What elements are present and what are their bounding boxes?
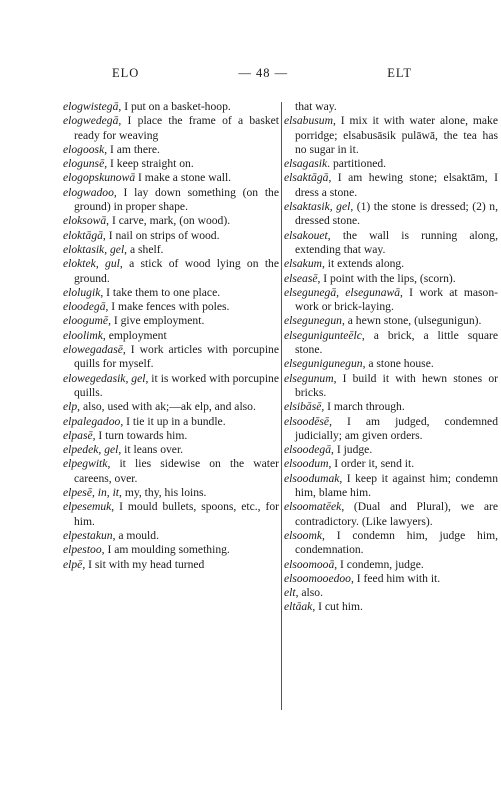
entry-headword: elogwedegā	[63, 114, 119, 128]
entry-definition: , (Dual and Plural), we are contradictory. (Like lawyers).	[295, 500, 498, 528]
entry-headword: eloolimk	[63, 328, 103, 342]
entry-headword: elsegunum	[284, 371, 334, 385]
entry-headword: elogwistegā	[63, 100, 119, 113]
entry-definition: , also.	[295, 586, 323, 600]
dictionary-entry	[284, 415, 498, 444]
entry-definition: , the wall is running along, extending that way.	[295, 228, 498, 256]
entry-definition: , also, used with ak;—ak elp, and also.	[77, 400, 256, 414]
dictionary-entry	[284, 357, 498, 371]
entry-headword: elsaktasik, gel	[284, 200, 351, 214]
entry-definition: , a hewn stone, (ulsegunigun).	[341, 314, 482, 328]
dictionary-entry	[63, 300, 279, 314]
entry-definition: , I lay down something (on the ground) in proper shape.	[74, 185, 279, 214]
entry-headword: eloodegā	[63, 300, 106, 314]
dictionary-entry	[63, 500, 279, 529]
dictionary-entry	[284, 472, 498, 501]
dictionary-entry	[284, 329, 498, 358]
entry-definition: , I sit with my head turned	[82, 557, 205, 571]
entry-headword: elsoodegā	[284, 443, 332, 457]
entry-definition: , a stone house.	[362, 357, 434, 371]
left-column	[63, 100, 279, 572]
entry-definition: , I point with the lips, (scorn).	[317, 271, 456, 285]
entry-headword: elowegedasik, gel	[63, 371, 146, 385]
dictionary-entry	[63, 157, 279, 171]
header-left-guide-word: ELO	[112, 66, 140, 80]
entry-headword: elsaktāgā	[284, 171, 329, 185]
entry-definition: , I carve, mark, (on wood).	[106, 214, 231, 228]
entry-headword: elpalegadoo	[63, 414, 121, 428]
entry-headword: elpestoo	[63, 543, 102, 557]
entry-headword: elolugik	[63, 285, 101, 299]
dictionary-entry	[63, 429, 279, 443]
entry-definition: , my, thy, his loins.	[119, 486, 207, 500]
page-number: — 48 —	[238, 66, 289, 80]
dictionary-entry	[63, 329, 279, 343]
dictionary-entry	[63, 229, 279, 243]
entry-headword: elsegunigunegun	[284, 357, 363, 371]
entry-definition: , I work articles with porcupine quills for myself.	[74, 343, 279, 371]
entry-headword: elsoodēsē	[284, 414, 330, 428]
column-divider	[281, 102, 282, 710]
entry-definition: , I build it with hewn stones or bricks.	[295, 371, 498, 399]
entry-definition: , I place the frame of a basket ready for weaving	[74, 114, 279, 142]
dictionary-entry	[284, 600, 498, 614]
entry-headword: elogopskunowā	[63, 171, 136, 185]
entry-headword: elsoomk	[284, 528, 322, 542]
entry-headword: elsoomatēek	[284, 500, 342, 514]
entry-headword: elpestakun	[63, 528, 113, 542]
entry-headword: elpē	[63, 557, 83, 571]
entry-headword: elsegunigunteēlc	[284, 328, 362, 342]
entry-definition: , I tie it up in a bundle.	[120, 414, 226, 428]
dictionary-entry	[63, 415, 279, 429]
entry-headword: eloksowā	[63, 214, 107, 228]
entry-headword: eloogumē	[63, 314, 109, 328]
entry-headword: elpedek, gel	[63, 443, 119, 457]
entry-definition: , I keep it against him; condemn him, blame him.	[295, 471, 498, 500]
dictionary-entry	[284, 171, 498, 200]
entry-headword: elogoosk	[63, 142, 105, 156]
entry-definition: , I am moulding something.	[101, 543, 230, 557]
entry-definition: , I mix it with water alone, make porridge; elsabusāsik pulāwā, the tea has no sugar in it.	[295, 114, 498, 156]
dictionary-entry	[63, 114, 279, 143]
entry-definition: , a brick, a little square stone.	[295, 328, 498, 357]
dictionary-entry	[63, 486, 279, 500]
dictionary-entry	[284, 400, 498, 414]
entry-headword: eloktek, gul	[63, 257, 120, 271]
dictionary-entry	[284, 529, 498, 558]
dictionary-entry	[63, 286, 279, 300]
entry-definition: , a shelf.	[124, 242, 164, 256]
dictionary-entry	[284, 286, 498, 315]
entry-definition: , a stick of wood lying on the ground.	[74, 257, 279, 285]
entry-definition: I make a stone wall.	[135, 171, 232, 185]
dictionary-entry	[284, 457, 498, 471]
entry-definition: , I am there.	[104, 142, 160, 156]
entry-definition: , I condemn, judge.	[334, 557, 424, 571]
entry-headword: elsoodumak	[284, 471, 340, 485]
dictionary-entry	[63, 558, 279, 572]
entry-headword: elsegunegā, elsegunawā	[284, 285, 401, 299]
entry-definition: that way.	[295, 100, 337, 113]
dictionary-entry	[284, 500, 498, 529]
entry-definition: , I am hewing stone; elsaktām, I dress a stone.	[295, 171, 498, 199]
entry-headword: elsibāsē	[284, 400, 322, 414]
dictionary-entry	[63, 186, 279, 215]
entry-definition: , a mould.	[112, 528, 159, 542]
entry-headword: elowegadasē	[63, 343, 123, 357]
entry-definition: , I turn towards him.	[92, 428, 188, 442]
dictionary-entry	[284, 229, 498, 258]
entry-headword: elp	[63, 400, 78, 414]
entry-definition: , I cut him.	[312, 600, 363, 614]
entry-definition: , it is worked with porcupine quills.	[74, 371, 279, 399]
right-column	[284, 100, 498, 615]
entry-definition: , I am judged, condemned judicially; am given orders.	[295, 414, 498, 442]
dictionary-entry	[284, 200, 498, 229]
entry-definition: , I order it, send it.	[328, 457, 415, 471]
entry-headword: elpasē	[63, 428, 93, 442]
entry-definition: , I give employment.	[108, 314, 205, 328]
entry-headword: elsoomooā	[284, 557, 335, 571]
header-right-guide-word: ELT	[387, 66, 412, 80]
entry-definition: , employment	[102, 328, 167, 342]
entry-headword: elogunsē	[63, 157, 105, 171]
dictionary-entry	[63, 543, 279, 557]
entry-definition: , I mould bullets, spoons, etc., for him.	[74, 500, 279, 528]
entry-definition: , it lies sidewise on the water careens, over.	[74, 457, 279, 485]
dictionary-entry	[63, 529, 279, 543]
entry-definition: , I condemn him, judge him, condemnation.	[295, 528, 498, 557]
dictionary-entry	[63, 400, 279, 414]
dictionary-entry	[284, 572, 498, 586]
entry-definition: , I work at mason-work or brick-laying.	[295, 285, 498, 314]
dictionary-entry	[284, 257, 498, 271]
dictionary-entry	[284, 443, 498, 457]
entry-headword: elsoodum	[284, 457, 329, 471]
entry-definition: , I judge.	[331, 443, 373, 457]
dictionary-entry	[63, 143, 279, 157]
dictionary-entry	[63, 457, 279, 486]
entry-headword: elsegunegun	[284, 314, 342, 328]
dictionary-entry	[63, 214, 279, 228]
dictionary-entry	[63, 243, 279, 257]
entry-definition: , (1) the stone is dressed; (2) n, dressed stone.	[295, 200, 498, 228]
entry-definition: , I march through.	[321, 400, 405, 414]
entry-headword: elpesemuk	[63, 500, 112, 514]
entry-headword: elsabusum	[284, 114, 333, 128]
dictionary-entry	[284, 314, 498, 328]
entry-headword: elsakum	[284, 257, 322, 271]
entry-definition: , I nail on strips of wood.	[102, 228, 220, 242]
entry-headword: elsakouet	[284, 228, 328, 242]
dictionary-entry	[63, 314, 279, 328]
entry-headword: elpegwitk	[63, 457, 108, 471]
entry-headword: elsagasik	[284, 157, 328, 171]
entry-definition: , I put on a basket-hoop.	[118, 100, 231, 113]
entry-headword: eloktāgā	[63, 228, 103, 242]
entry-headword: elogwadoo	[63, 185, 114, 199]
dictionary-entry	[284, 157, 498, 171]
dictionary-entry	[63, 443, 279, 457]
entry-definition: , I take them to one place.	[100, 285, 221, 299]
entry-headword: elt	[284, 586, 296, 600]
dictionary-entry	[63, 171, 279, 185]
dictionary-entry	[63, 257, 279, 286]
entry-headword: eltāak	[284, 600, 313, 614]
dictionary-entry	[284, 558, 498, 572]
entry-definition: , I make fences with poles.	[105, 300, 230, 314]
entry-definition: , it leans over.	[118, 443, 184, 457]
entry-definition: , I keep straight on.	[104, 157, 194, 171]
entry-definition: . partitioned.	[327, 157, 387, 171]
dictionary-entry	[284, 372, 498, 401]
dictionary-entry	[63, 343, 279, 372]
entry-headword: eloktasik, gel	[63, 242, 125, 256]
entry-definition: , it extends along.	[322, 257, 405, 271]
entry-headword: elpesē, in, it	[63, 486, 120, 500]
dictionary-entry	[284, 272, 498, 286]
entry-headword: elseasē	[284, 271, 318, 285]
dictionary-entry	[63, 372, 279, 401]
dictionary-entry	[284, 586, 498, 600]
dictionary-entry	[284, 114, 498, 157]
page-header	[112, 66, 412, 81]
entry-definition: , I feed him with it.	[350, 571, 441, 585]
dictionary-entry	[63, 100, 279, 114]
entry-headword: elsoomooedoo	[284, 571, 351, 585]
dictionary-entry	[284, 100, 498, 114]
